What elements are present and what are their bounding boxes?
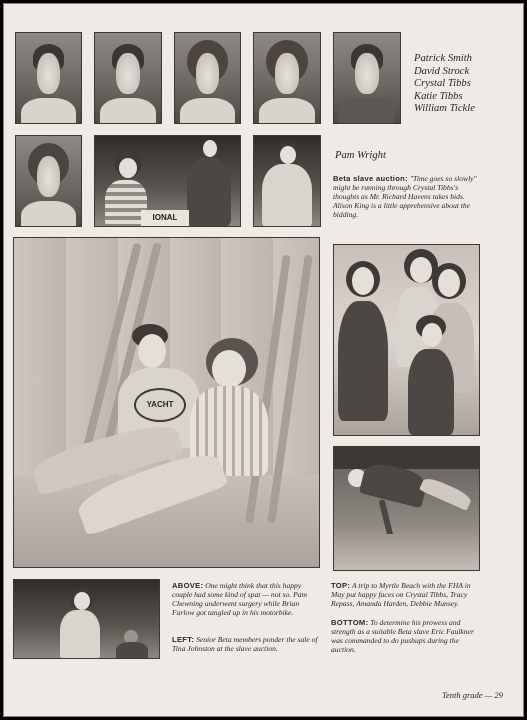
caption-text: Senior Beta members ponder the sale of Tina Johnston at the slave auction. bbox=[172, 635, 318, 653]
shirt-graphic: YACHT bbox=[134, 388, 186, 422]
caption-label: TOP: bbox=[331, 581, 351, 590]
name-5: William Tickle bbox=[414, 103, 475, 115]
caption-label: Beta slave auction: bbox=[333, 174, 408, 183]
portrait-crystal-tibbs bbox=[174, 32, 241, 124]
name-4: Katie Tibbs bbox=[414, 90, 463, 102]
auction-sign: IONAL bbox=[141, 210, 189, 226]
name-1: Patrick Smith bbox=[414, 53, 472, 64]
caption-label: BOTTOM: bbox=[331, 618, 369, 627]
caption-text: One might think that this happy couple had some kind of spat — not so. Pam Chewning underwent surgery while Brian Farlow got tangled up in his motorbike. bbox=[172, 581, 307, 617]
photo-bidder bbox=[253, 135, 321, 227]
caption-top bbox=[331, 581, 481, 608]
caption-label: ABOVE: bbox=[172, 581, 204, 590]
portrait-william-tickle bbox=[333, 32, 401, 124]
portrait-david-strock bbox=[94, 32, 162, 124]
photo-crutches-couple bbox=[13, 237, 320, 568]
name-3: Crystal Tibbs bbox=[414, 78, 471, 90]
photo-myrtle-beach-group bbox=[333, 244, 480, 436]
portrait-katie-tibbs bbox=[253, 32, 321, 124]
photo-pushups bbox=[333, 446, 480, 571]
name-2: David Strock bbox=[414, 65, 470, 77]
page-folio: Tenth grade — 29 bbox=[442, 690, 503, 700]
caption-label: LEFT: bbox=[172, 635, 195, 644]
caption-text: "Time goes so slowly" might be running through Crystal Tibbs's thoughts as Mr. Richard Havens takes bids. Alison King is a little apprehensive about the bidding. bbox=[333, 174, 477, 219]
caption-beta-auction bbox=[333, 174, 479, 219]
names-list bbox=[414, 53, 475, 116]
portrait-pam-wright bbox=[15, 135, 82, 227]
yearbook-page bbox=[3, 3, 524, 717]
caption-bottom bbox=[331, 618, 481, 654]
caption-text: To determine his prowess and strength as a suitable Beta slave Eric Faulkner was commanded to do pushups during the auction. bbox=[331, 618, 474, 654]
name-pam-wright: Pam Wright bbox=[335, 150, 386, 161]
caption-text: A trip to Myrtle Beach with the FHA in May put happy faces on Crystal Tibbs, Tracy Repass, Amanda Harden, Debbie Munsey. bbox=[331, 581, 471, 608]
photo-senior-beta-members bbox=[13, 579, 160, 659]
caption-left bbox=[172, 635, 323, 653]
photo-beta-auction bbox=[94, 135, 241, 227]
portrait-patrick-smith bbox=[15, 32, 82, 124]
caption-above bbox=[172, 581, 323, 617]
